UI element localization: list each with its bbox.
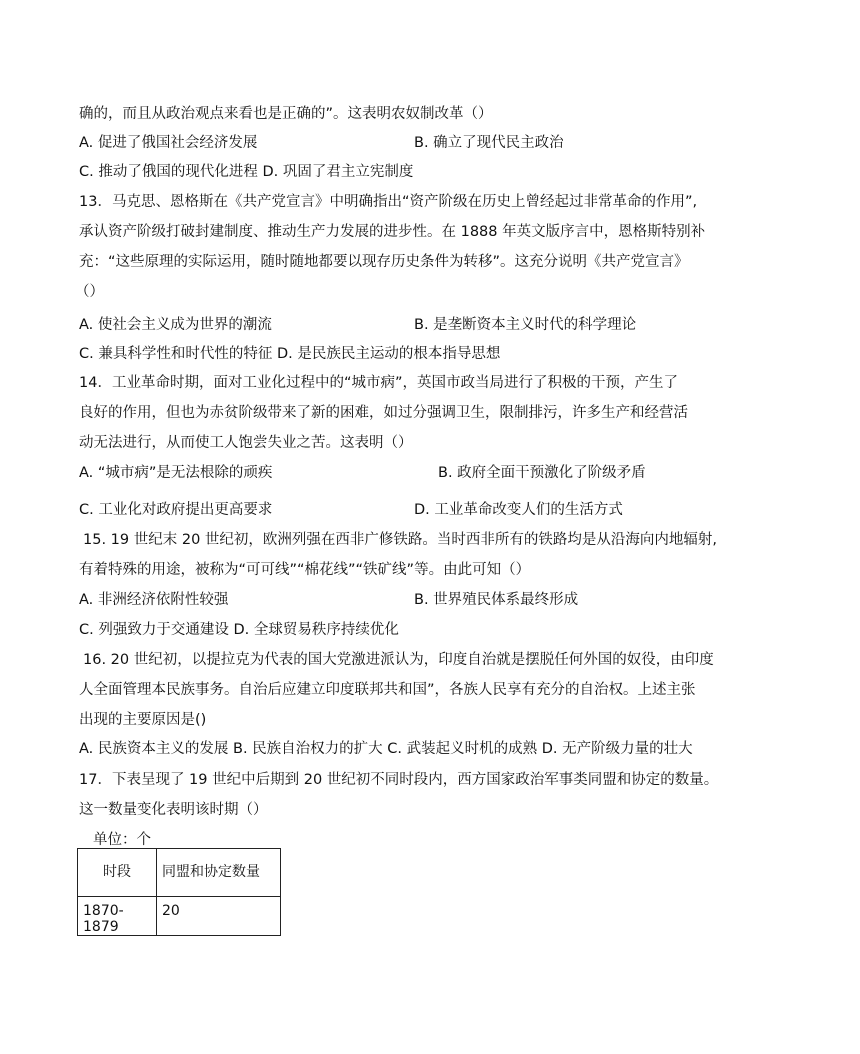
q12-stem-cont: 确的，而且从政治观点来看也是正确的”。这表明农奴制改革（） <box>79 106 493 122</box>
q13-stem-1: 13．马克思、恩格斯在《共产党宣言》中明确指出“资产阶级在历史上曾经起过非常革命的作用”, <box>79 194 698 210</box>
q16-stem-3: 出现的主要原因是() <box>79 712 207 728</box>
q12-option-a: A. 促进了俄国社会经济发展 <box>79 135 258 151</box>
table-header-period: 时段 <box>78 849 157 897</box>
q13-stem-4: （） <box>75 284 104 300</box>
q12-option-cd: C. 推动了俄国的现代化进程 D. 巩固了君主立宪制度 <box>79 164 414 180</box>
q17-stem-2: 这一数量变化表明该时期（） <box>79 802 268 818</box>
q13-stem-3: 充：“这些原理的实际运用，随时随地都要以现存历史条件为转移”。这充分说明《共产党宣言》 <box>79 254 689 270</box>
q16-stem-1: 16. 20 世纪初，以提拉克为代表的国大党激进派认为，印度自治就是摆脱任何外国的奴役，由印度 <box>83 652 714 668</box>
q16-options: A. 民族资本主义的发展 B. 民族自治权力的扩大 C. 武装起义时机的成熟 D. 无产阶级力量的壮大 <box>79 741 693 757</box>
q15-stem-1: 15. 19 世纪末 20 世纪初，欧洲列强在西非广修铁路。当时西非所有的铁路均是从沿海向内地辐射, <box>83 532 718 548</box>
table-header-count: 同盟和协定数量 <box>157 849 281 897</box>
q17-unit-label: 单位：个 <box>93 832 151 848</box>
q14-stem-2: 良好的作用，但也为赤贫阶级带来了新的困难，如过分强调卫生，限制排污，许多生产和经营活 <box>79 405 688 421</box>
q14-option-c: C. 工业化对政府提出更高要求 <box>79 502 273 518</box>
q13-option-b: B. 是垄断资本主义时代的科学理论 <box>414 317 637 333</box>
q15-option-b: B. 世界殖民体系最终形成 <box>414 592 579 608</box>
q13-stem-2: 承认资产阶级打破封建制度、推动生产力发展的进步性。在 1888 年英文版序言中，恩格斯特别补 <box>79 224 706 240</box>
table-cell-count: 20 <box>157 897 281 936</box>
q14-option-a: A. “城市病”是无法根除的顽疾 <box>79 465 273 481</box>
q15-stem-2: 有着特殊的用途，被称为“可可线”“棉花线”“铁矿线”等。由此可知（） <box>79 562 531 578</box>
q16-stem-2: 人全面管理本民族事务。自治后应建立印度联邦共和国”，各族人民享有充分的自治权。上述主张 <box>79 682 696 698</box>
q17-data-table <box>77 848 281 936</box>
table-cell-period: 1870-1879 <box>78 897 157 936</box>
q12-option-b: B. 确立了现代民主政治 <box>414 135 564 151</box>
q14-stem-3: 动无法进行，从而使工人饱尝失业之苦。这表明（） <box>79 435 413 451</box>
table-header-row <box>78 849 281 897</box>
q15-option-cd: C. 列强致力于交通建设 D. 全球贸易秩序持续优化 <box>79 622 399 638</box>
table-row <box>78 897 281 936</box>
q14-stem-1: 14．工业革命时期，面对工业化过程中的“城市病”，英国市政当局进行了积极的干预，产生了 <box>79 375 678 391</box>
q13-option-cd: C. 兼具科学性和时代性的特征 D. 是民族民主运动的根本指导思想 <box>79 346 501 362</box>
q13-option-a: A. 使社会主义成为世界的潮流 <box>79 317 272 333</box>
q14-option-d: D. 工业革命改变人们的生活方式 <box>414 502 623 518</box>
q17-stem-1: 17．下表呈现了 19 世纪中后期到 20 世纪初不同时段内，西方国家政治军事类同盟和协定的数量。 <box>79 772 719 788</box>
q15-option-a: A. 非洲经济依附性较强 <box>79 592 229 608</box>
q14-option-b: B. 政府全面干预激化了阶级矛盾 <box>438 465 646 481</box>
